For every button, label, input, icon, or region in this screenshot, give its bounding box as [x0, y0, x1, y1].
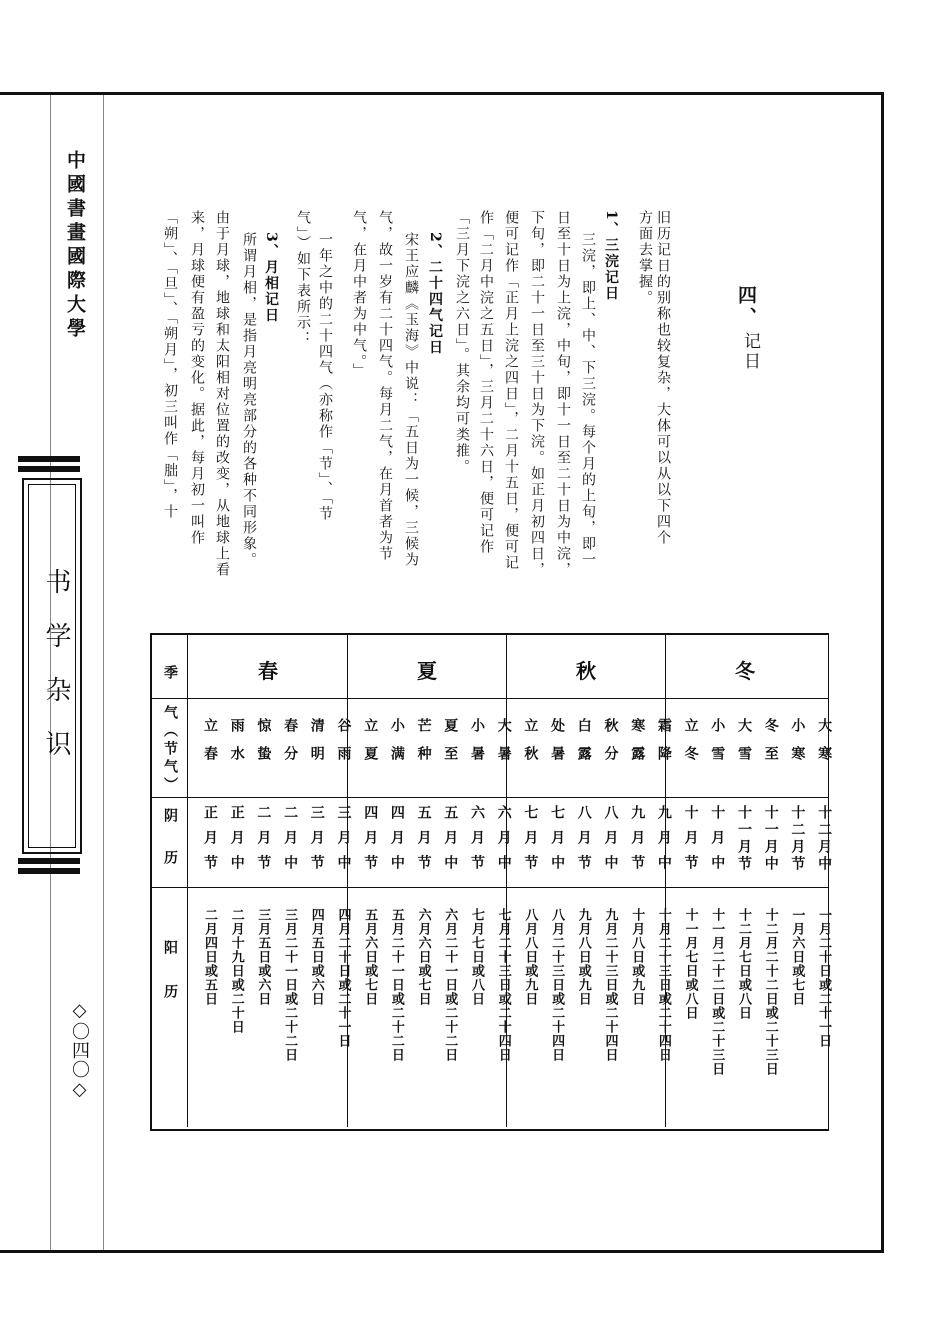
lunar-date: 正月中 [228, 805, 245, 880]
lunar-date: 四月节 [362, 805, 379, 880]
lunar-date: 十月节 [682, 805, 699, 880]
text-column: 方面去掌握。 [637, 210, 653, 306]
solar-term-name: 小雪 [709, 718, 726, 774]
season-header: 冬 [735, 659, 755, 683]
solar-term-name: 处暑 [549, 718, 566, 774]
solar-date: 七月二十三日或二十四日 [495, 908, 511, 1062]
row-header-solar-term: 气（节气） [162, 705, 178, 795]
header-column-divider [187, 633, 188, 1127]
ornament-bar-top-2 [18, 466, 80, 472]
text-column: 气，在月中者为中气。」 [351, 210, 367, 379]
solar-date: 八月二十三日或二十四日 [549, 908, 565, 1062]
solar-date: 六月二十一日或二十二日 [442, 908, 458, 1062]
lunar-date: 五月节 [415, 805, 432, 880]
text-column: 来，月球便有盈亏的变化。据此，每月初一叫作 [189, 210, 205, 546]
season-header: 夏 [417, 659, 437, 683]
solar-date: 六月六日或七日 [415, 908, 431, 1006]
solar-date: 三月五日或六日 [255, 908, 271, 1006]
text-column: 「朔」、「旦」、「朔月」，初三叫作「朏」，十 [162, 210, 178, 520]
lunar-date: 八月节 [575, 805, 592, 880]
page-number: ◇〇四〇◇ [69, 1000, 90, 1101]
solar-date: 十月八日或九日 [629, 908, 645, 1006]
text-column: 作「二月中浣之五日」，三月二十六日，便可记作 [478, 210, 494, 555]
solar-date: 四月二十日或二十一日 [335, 908, 351, 1048]
solar-date: 一月二十日或二十一日 [816, 908, 832, 1048]
solar-terms-table [150, 633, 829, 1131]
solar-date: 二月十九日或二十日 [228, 908, 244, 1034]
lunar-date: 四月中 [388, 805, 405, 880]
solar-term-name: 秋分 [602, 718, 619, 774]
lunar-date: 十一月中 [762, 805, 779, 873]
solar-term-name: 寒露 [629, 718, 646, 774]
solar-term-name: 谷雨 [335, 718, 352, 774]
lunar-date: 二月中 [282, 805, 299, 880]
text-column: 三浣，即上、中、下三浣。每个月的上旬，即一 [580, 232, 596, 568]
solar-term-name: 冬至 [762, 718, 779, 774]
lunar-date: 六月中 [495, 805, 512, 880]
solar-term-name: 小暑 [469, 718, 485, 774]
ornament-bar-bottom-2 [18, 868, 80, 874]
solar-date: 十一月二十二日或二十三日 [709, 908, 725, 1076]
text-column: 「三月下浣之六日」。其余均可类推。 [454, 210, 470, 475]
solar-term-name: 立冬 [682, 718, 699, 774]
solar-term-name: 清明 [308, 718, 325, 774]
solar-date: 九月八日或九日 [575, 908, 591, 1006]
table-row-divider [150, 797, 828, 798]
text-column: 一年之中的二十四气（亦称作「节」、「节 [317, 232, 333, 522]
season-header: 秋 [576, 659, 596, 683]
page-frame-bottom [0, 1250, 884, 1253]
lunar-date: 九月节 [629, 805, 646, 880]
solar-term-name: 大暑 [495, 718, 512, 774]
lunar-date: 二月节 [255, 805, 272, 880]
solar-term-name: 大雪 [736, 718, 752, 774]
lunar-date: 十二月中 [816, 805, 833, 873]
season-header: 春 [258, 659, 278, 683]
text-column: 宋王应麟《玉海》中说：「五日为一候，三候为 [403, 232, 419, 568]
text-column: 所谓月相，是指月亮明亮部分的各种不同形象。 [241, 232, 257, 568]
row-header-season: 季 [162, 665, 178, 683]
row-header-solar: 阳历 [162, 940, 178, 1028]
section-subtitle: 记日 [740, 332, 760, 372]
gutter-rule-right [103, 95, 104, 1250]
solar-date: 九月二十三日或二十四日 [602, 908, 618, 1062]
lunar-date: 五月中 [442, 805, 459, 880]
solar-date: 一月六日或七日 [789, 908, 805, 1006]
season-divider [347, 633, 348, 1127]
solar-term-name: 立秋 [522, 718, 539, 774]
lunar-date: 六月节 [469, 805, 485, 880]
solar-term-name: 夏至 [442, 718, 459, 774]
lunar-date: 七月节 [522, 805, 539, 880]
solar-date: 十月二十三日或二十四日 [655, 908, 671, 1062]
solar-term-name: 惊蛰 [255, 718, 272, 774]
text-column: 由于月球，地球和太阳相对位置的改变，从地球上看 [214, 210, 230, 578]
lunar-date: 十一月节 [736, 805, 752, 873]
solar-term-name: 立春 [202, 718, 218, 774]
solar-term-name: 小寒 [789, 718, 806, 774]
text-column: 2、二十四气记日 [427, 232, 443, 356]
page-frame-right [881, 92, 884, 1253]
solar-date: 四月五日或六日 [308, 908, 324, 1006]
solar-term-name: 立夏 [362, 718, 379, 774]
solar-date: 十一月七日或八日 [682, 908, 698, 1020]
solar-term-name: 霜降 [655, 718, 672, 774]
table-row-divider [150, 887, 828, 888]
solar-date: 五月六日或七日 [362, 908, 378, 1006]
table-row-divider [150, 698, 828, 699]
school-name: 中國書畫國際大學 [64, 150, 86, 342]
ornament-bar-top [18, 456, 80, 462]
text-column: 下旬，即二十一日至三十日为下浣。如正月初四日， [529, 210, 545, 578]
page-frame-top [0, 92, 884, 95]
ornament-bar-bottom [18, 858, 80, 864]
book-title: 书学杂识 [41, 568, 71, 784]
solar-date: 三月二十一日或二十二日 [282, 908, 298, 1062]
text-column: 旧历记日的别称也较复杂，大体可以从以下四个 [655, 210, 671, 546]
solar-date: 五月二十一日或二十二日 [388, 908, 404, 1062]
lunar-date: 七月中 [549, 805, 566, 880]
solar-term-name: 芒种 [415, 718, 432, 774]
solar-term-name: 春分 [282, 718, 299, 774]
lunar-date: 三月节 [308, 805, 325, 880]
lunar-date: 十二月节 [789, 805, 806, 873]
solar-term-name: 大寒 [816, 718, 833, 774]
lunar-date: 十月中 [709, 805, 726, 880]
solar-date: 七月七日或八日 [469, 908, 484, 1006]
solar-term-name: 白露 [575, 718, 592, 774]
text-column: 气，故一岁有二十四气。每月二气，在月首者为节 [377, 210, 393, 562]
row-header-lunar: 阴历 [162, 808, 178, 892]
solar-date: 十二月二十二日或二十三日 [762, 908, 778, 1076]
solar-term-name: 小满 [388, 718, 405, 774]
lunar-date: 八月中 [602, 805, 619, 880]
solar-date: 十二月七日或八日 [736, 908, 751, 1020]
text-column: 日至十日为上浣，中旬，即十一日至二十日为中浣， [555, 210, 571, 578]
text-column: 便可记作「正月上浣之四日」，二月十五日，便可记 [503, 210, 519, 571]
solar-date: 八月八日或九日 [522, 908, 538, 1006]
text-column: 3、月相记日 [263, 232, 279, 324]
solar-date: 二月四日或五日 [202, 908, 217, 1006]
lunar-date: 三月中 [335, 805, 352, 880]
solar-term-name: 雨水 [228, 718, 245, 774]
section-title: 四、 [735, 285, 757, 329]
text-column: 气」）如下表所示： [295, 210, 311, 347]
lunar-date: 正月节 [202, 805, 218, 880]
lunar-date: 九月中 [655, 805, 672, 880]
text-column: 1、三浣记日 [603, 210, 619, 302]
